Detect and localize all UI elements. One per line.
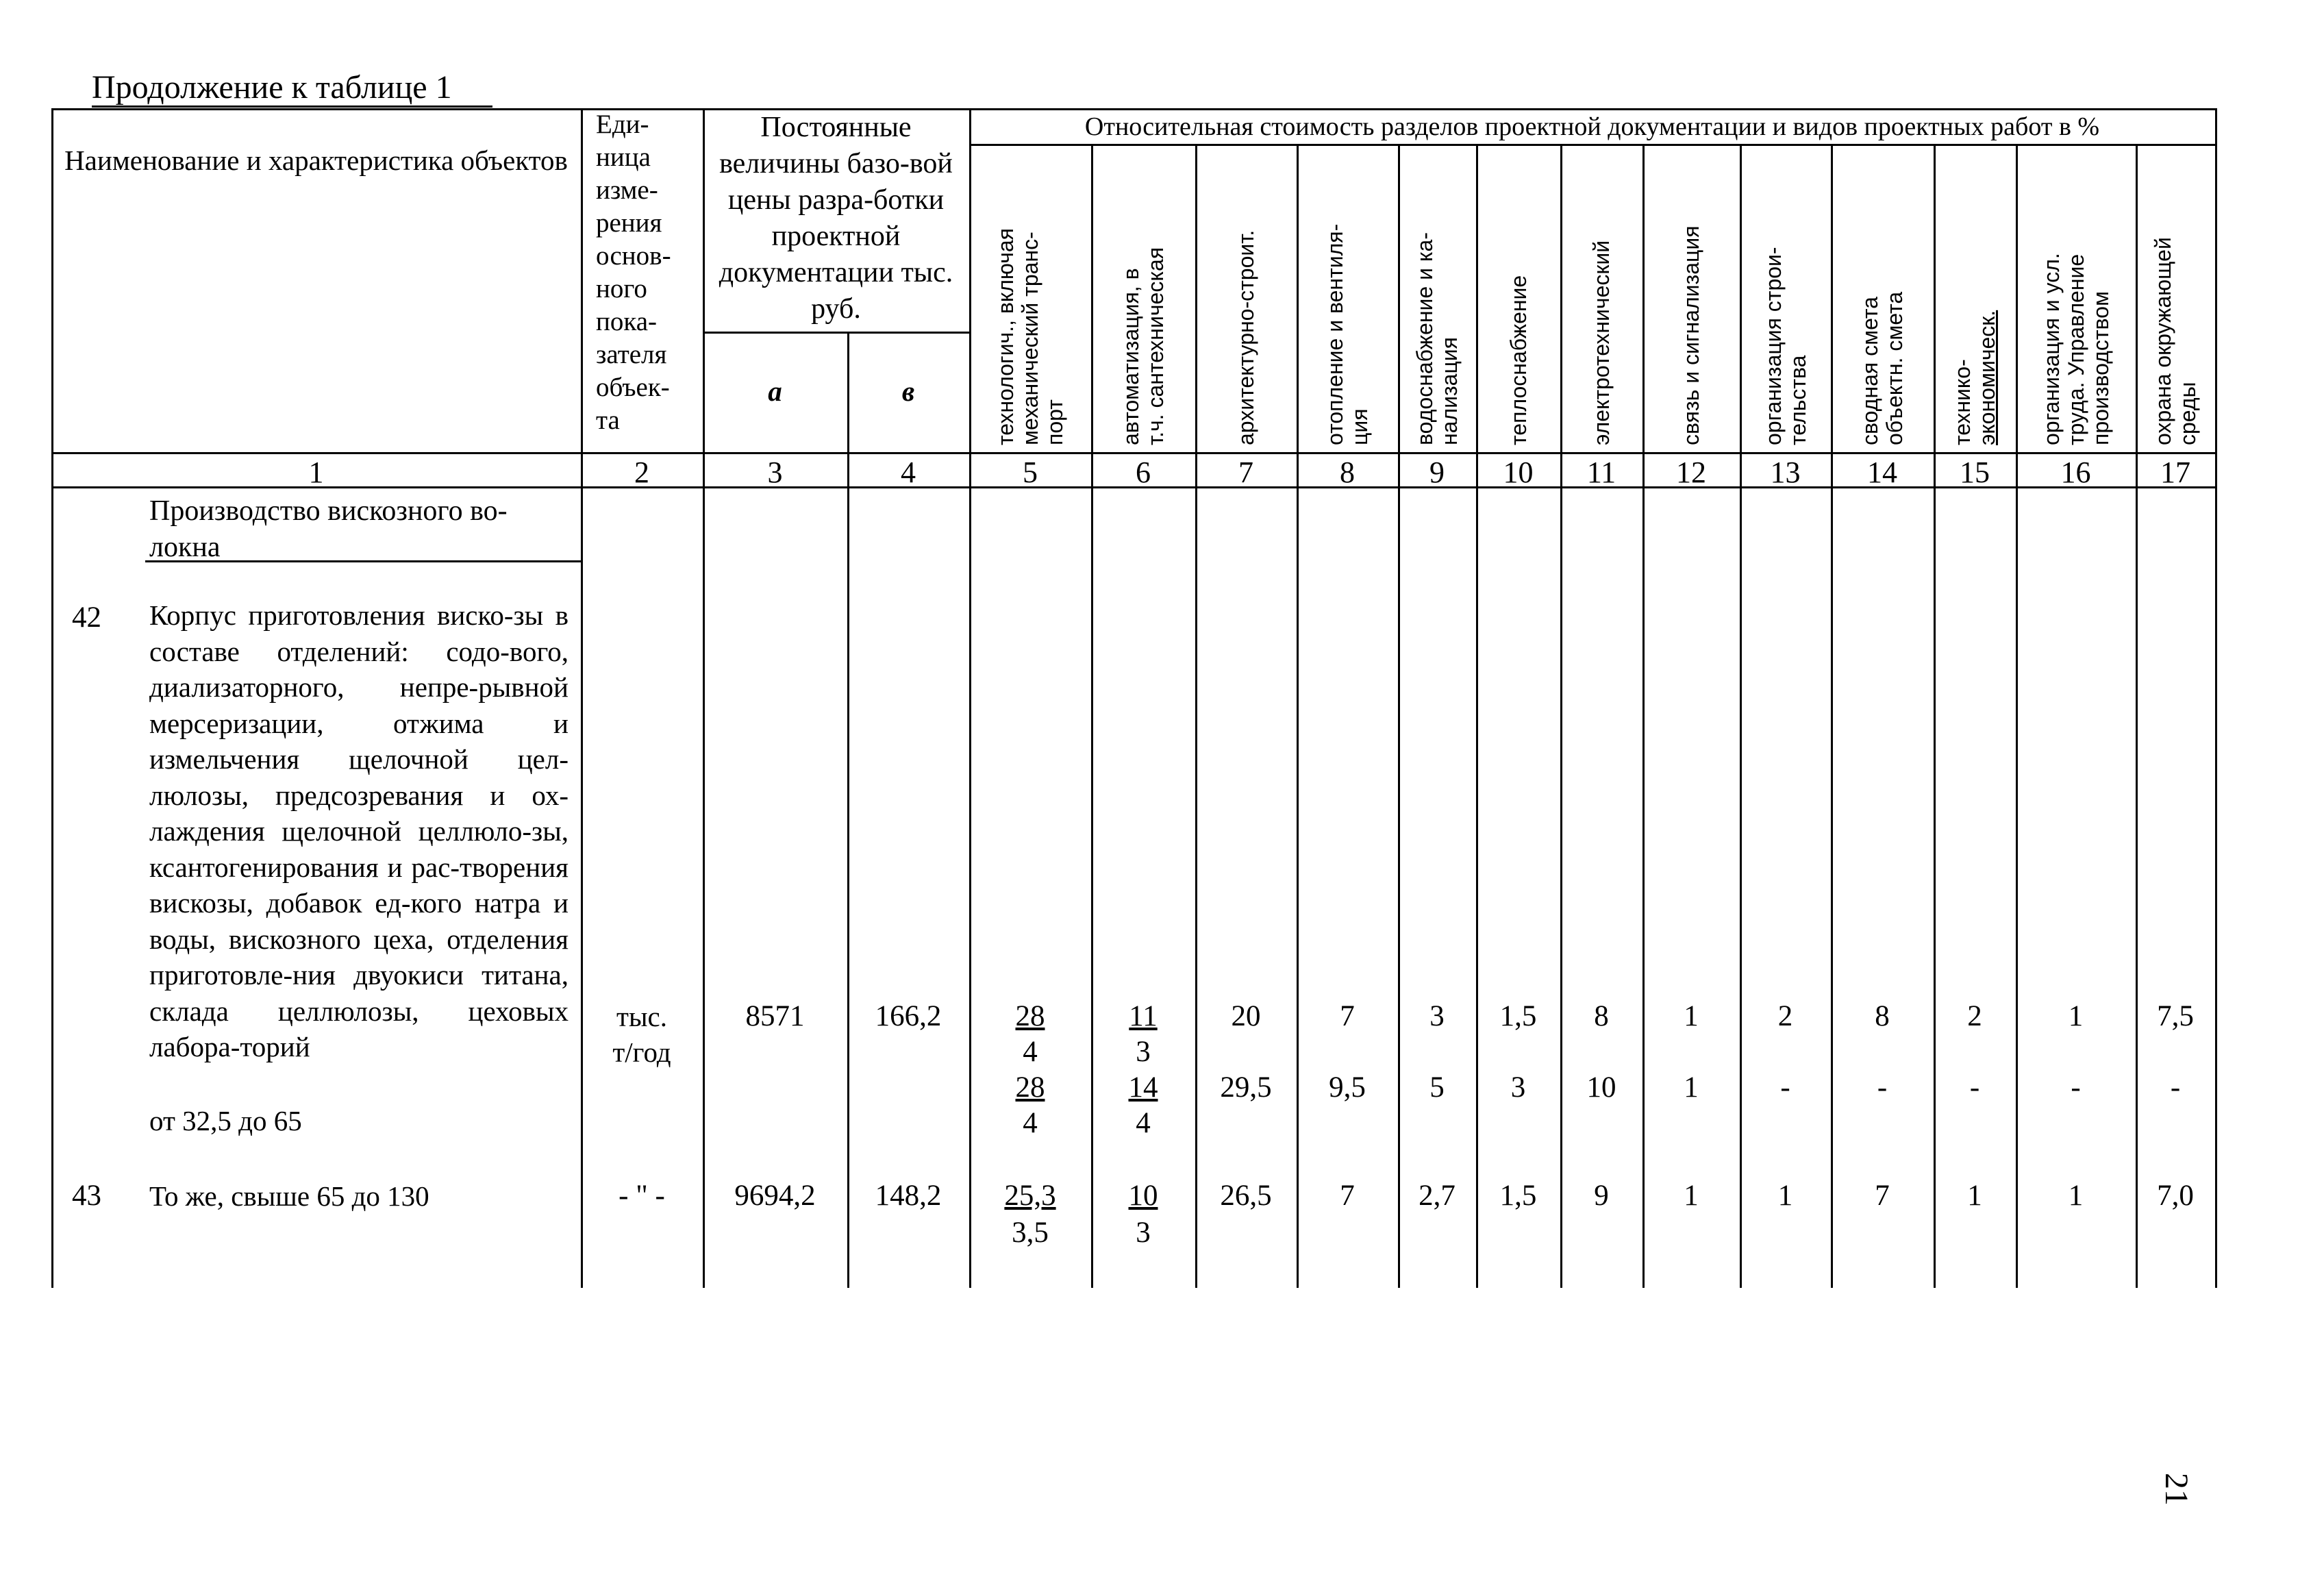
col-rule xyxy=(1195,144,1197,1288)
row-43-value-b: 148,2 xyxy=(875,1180,942,1212)
row-42-variant1-col-14: 8 xyxy=(1875,1000,1890,1032)
row-42-variant2-col-11: 10 xyxy=(1586,1071,1616,1104)
column-number-7: 7 xyxy=(1238,456,1253,489)
col-rule xyxy=(1476,144,1478,1288)
row-42-variant1-col-5: 28 xyxy=(1015,1000,1045,1032)
vertical-header-col-11-line-1: электротехнический xyxy=(1589,240,1614,445)
vertical-header-col-14-line-2: объектн. смета xyxy=(1882,291,1907,445)
column-number-15: 15 xyxy=(1960,456,1990,489)
row-43-col-15: 1 xyxy=(1967,1180,1982,1212)
row-42-variant2-col-16: - xyxy=(2071,1071,2081,1104)
row-42-variant1-sub-col-6: 3 xyxy=(1136,1036,1151,1068)
column-number-8: 8 xyxy=(1340,456,1355,489)
vertical-header-col-15-line-2: экономическ. xyxy=(1975,310,1999,445)
col-rule xyxy=(1297,144,1299,1288)
row-42-value-b: 166,2 xyxy=(875,1000,942,1032)
row-42-variant2-sub-col-6: 4 xyxy=(1136,1107,1151,1139)
vertical-header-col-9-line-2: нализация xyxy=(1437,336,1462,445)
header-name-of-objects: Наименование и характеристика объектов xyxy=(64,145,568,176)
row-43-col-10: 1,5 xyxy=(1499,1180,1537,1212)
row-43-col-14: 7 xyxy=(1875,1180,1890,1212)
caption-underline xyxy=(92,105,492,108)
col-rule xyxy=(2016,144,2018,1288)
col-rule xyxy=(2136,144,2138,1288)
vertical-header-col-16-line-3: производством xyxy=(2088,291,2113,445)
vertical-header-col-13-line-2: тельства xyxy=(1785,355,1810,445)
row-unit-42: тыс. т/год xyxy=(612,1001,671,1068)
row-42-variant2-col-17: - xyxy=(2170,1071,2181,1104)
vertical-header-col-13-line-1: организация строи- xyxy=(1760,247,1786,445)
row-42-variant1-col-13: 2 xyxy=(1777,1000,1793,1032)
header-unit-of-measure: Еди- ница изме- рения основ- ного пока- зателя объек- та xyxy=(596,110,671,435)
vertical-header-col-5-line-2: механический транс- xyxy=(1018,232,1042,445)
col-rule xyxy=(2215,108,2217,1288)
row-43-col-16: 1 xyxy=(2068,1180,2084,1212)
row-name-42: Корпус приготовления виско-зы в составе отделений: содо-вого, диализаторного, непре-рывной мерсеризации, отжима и измельчения щелочной цел-люлозы, предсозревания и ох-лаждения щелочной целлюло-зы, ксантогенирования и рас-творения вискозы, добавок ед-кого натра и воды, вискозного цеха, отделения приготовле-ния двуокиси титана, склада целлюлозы, цеховых лабора-торий xyxy=(149,599,568,1062)
row-name-43: То же, свыше 65 до 130 xyxy=(149,1180,429,1212)
vertical-header-col-14-line-1: сводная смета xyxy=(1858,297,1882,445)
row-43-col-6: 10 xyxy=(1128,1180,1158,1212)
row-42-variant1-col-6: 11 xyxy=(1129,1000,1158,1032)
row-42-variant2-sub-col-5: 4 xyxy=(1023,1107,1038,1139)
row-42-variant2-col-13: - xyxy=(1780,1071,1790,1104)
row-43-col-8: 7 xyxy=(1340,1180,1355,1212)
vertical-header-col-10-line-1: теплоснабжение xyxy=(1505,275,1531,445)
column-number-12: 12 xyxy=(1676,456,1706,489)
vertical-header-col-17-line-1: охрана окружающей xyxy=(2151,237,2175,445)
vertical-header-col-9-line-1: водоснабжение и ка- xyxy=(1412,232,1437,445)
col-rule xyxy=(703,108,705,1288)
row-42-variant1-col-15: 2 xyxy=(1967,1000,1982,1032)
vertical-header-col-16-line-2: труда. Управление xyxy=(2063,253,2088,445)
row-42-variant1-col-11: 8 xyxy=(1594,1000,1609,1032)
header-bottom-rule xyxy=(51,452,2215,454)
row-42-variant1-col-17: 7,5 xyxy=(2157,1000,2194,1032)
row-42-variant2-col-7: 29,5 xyxy=(1220,1071,1272,1104)
row-unit-43: - " - xyxy=(619,1180,665,1212)
vertical-header-col-8-line-1: отопление и вентиля- xyxy=(1323,223,1347,445)
col-rule xyxy=(1560,144,1562,1288)
col-rule xyxy=(1831,144,1833,1288)
column-number-10: 10 xyxy=(1503,456,1534,489)
row-42-variant2-col-14: - xyxy=(1877,1071,1888,1104)
header-col-a: а xyxy=(768,375,782,407)
row-43-sub-col-5: 3,5 xyxy=(1012,1217,1049,1249)
col-rule xyxy=(581,108,583,1288)
vertical-header-col-5-line-3: порт xyxy=(1042,399,1067,445)
vertical-header-col-6-line-2: т.ч. сантехническая xyxy=(1143,247,1168,445)
row-42-variant2-col-15: - xyxy=(1969,1071,1980,1104)
column-number-9: 9 xyxy=(1429,456,1445,489)
row-42-variant1-col-10: 1,5 xyxy=(1499,1000,1537,1032)
column-number-3: 3 xyxy=(767,456,783,489)
column-number-14: 14 xyxy=(1867,456,1897,489)
col-rule xyxy=(51,108,53,1288)
group-bottom-rule xyxy=(969,144,2215,146)
vertical-header-col-8-line-2: ция xyxy=(1347,408,1372,445)
row-43-col-9: 2,7 xyxy=(1419,1180,1455,1212)
row-42-variant2-col-10: 3 xyxy=(1510,1071,1526,1104)
row-43-sub-col-6: 3 xyxy=(1136,1217,1151,1249)
row-43-col-7: 26,5 xyxy=(1220,1180,1272,1212)
row-42-variant1-col-8: 7 xyxy=(1340,1000,1355,1032)
row-42-value-a: 8571 xyxy=(745,1000,805,1032)
row-42-variant2-col-6: 14 xyxy=(1128,1071,1158,1104)
row-42-variant2-col-5: 28 xyxy=(1015,1071,1045,1104)
column-number-2: 2 xyxy=(634,456,649,489)
col-rule xyxy=(1740,144,1742,1288)
row-42-variant1-col-9: 3 xyxy=(1429,1000,1445,1032)
vertical-header-col-17-line-2: среды xyxy=(2175,382,2200,445)
column-number-13: 13 xyxy=(1770,456,1801,489)
table-caption: Продолжение к таблице 1 xyxy=(92,69,452,105)
col-rule xyxy=(1642,144,1645,1288)
column-number-1: 1 xyxy=(308,456,324,489)
page-number: 21 xyxy=(2158,1473,2195,1506)
row-42-variant1-col-12: 1 xyxy=(1684,1000,1699,1032)
vertical-header-col-6-line-1: автоматизация, в xyxy=(1119,268,1143,445)
column-number-16: 16 xyxy=(2060,456,2091,489)
col-rule xyxy=(1934,144,1936,1288)
header-constant-values: Постоянные величины базо-вой цены разра-ботки проектной документации тыс. руб. xyxy=(719,112,953,325)
row-43-col-11: 9 xyxy=(1594,1180,1609,1212)
row-43-col-13: 1 xyxy=(1777,1180,1793,1212)
section-title: Производство вискозного во-локна xyxy=(149,495,508,563)
row-42-variant1-col-7: 20 xyxy=(1231,1000,1261,1032)
row-42-variant1-col-16: 1 xyxy=(2068,1000,2084,1032)
row-number-42: 42 xyxy=(72,601,101,634)
vertical-header-col-15-line-1: технико- xyxy=(1950,359,1975,445)
vertical-header-col-16-line-1: организация и усл. xyxy=(2038,253,2064,445)
vertical-header-col-7-line-1: архитектурно-строит. xyxy=(1234,229,1258,445)
header-relative-cost-group: Относительная стоимость разделов проектной документации и видов проектных работ в % xyxy=(1084,112,2100,141)
column-number-5: 5 xyxy=(1023,456,1038,489)
column-number-6: 6 xyxy=(1136,456,1151,489)
row-43-col-12: 1 xyxy=(1684,1180,1699,1212)
column-number-4: 4 xyxy=(901,456,916,489)
header-col-b: в xyxy=(901,375,915,407)
row-43-col-5: 25,3 xyxy=(1004,1180,1056,1212)
row-42-variant1-sub-col-5: 4 xyxy=(1023,1036,1038,1068)
column-number-17: 17 xyxy=(2160,456,2190,489)
row-42-variant2-col-8: 9,5 xyxy=(1329,1071,1366,1104)
vertical-header-col-12-line-1: связь и сигнализация xyxy=(1679,225,1703,445)
row-42-variant2-col-12: 1 xyxy=(1684,1071,1699,1104)
row-43-col-17: 7,0 xyxy=(2157,1180,2194,1212)
row-43-value-a: 9694,2 xyxy=(734,1180,816,1212)
column-number-11: 11 xyxy=(1586,456,1616,489)
vertical-header-col-5-line-1: технологич., включая xyxy=(993,228,1018,445)
col-rule xyxy=(1398,144,1400,1288)
row-range-42: от 32,5 до 65 xyxy=(149,1105,302,1136)
row-number-43: 43 xyxy=(72,1180,101,1212)
row-42-variant2-col-9: 5 xyxy=(1429,1071,1445,1104)
price-sub-rule xyxy=(703,332,969,334)
